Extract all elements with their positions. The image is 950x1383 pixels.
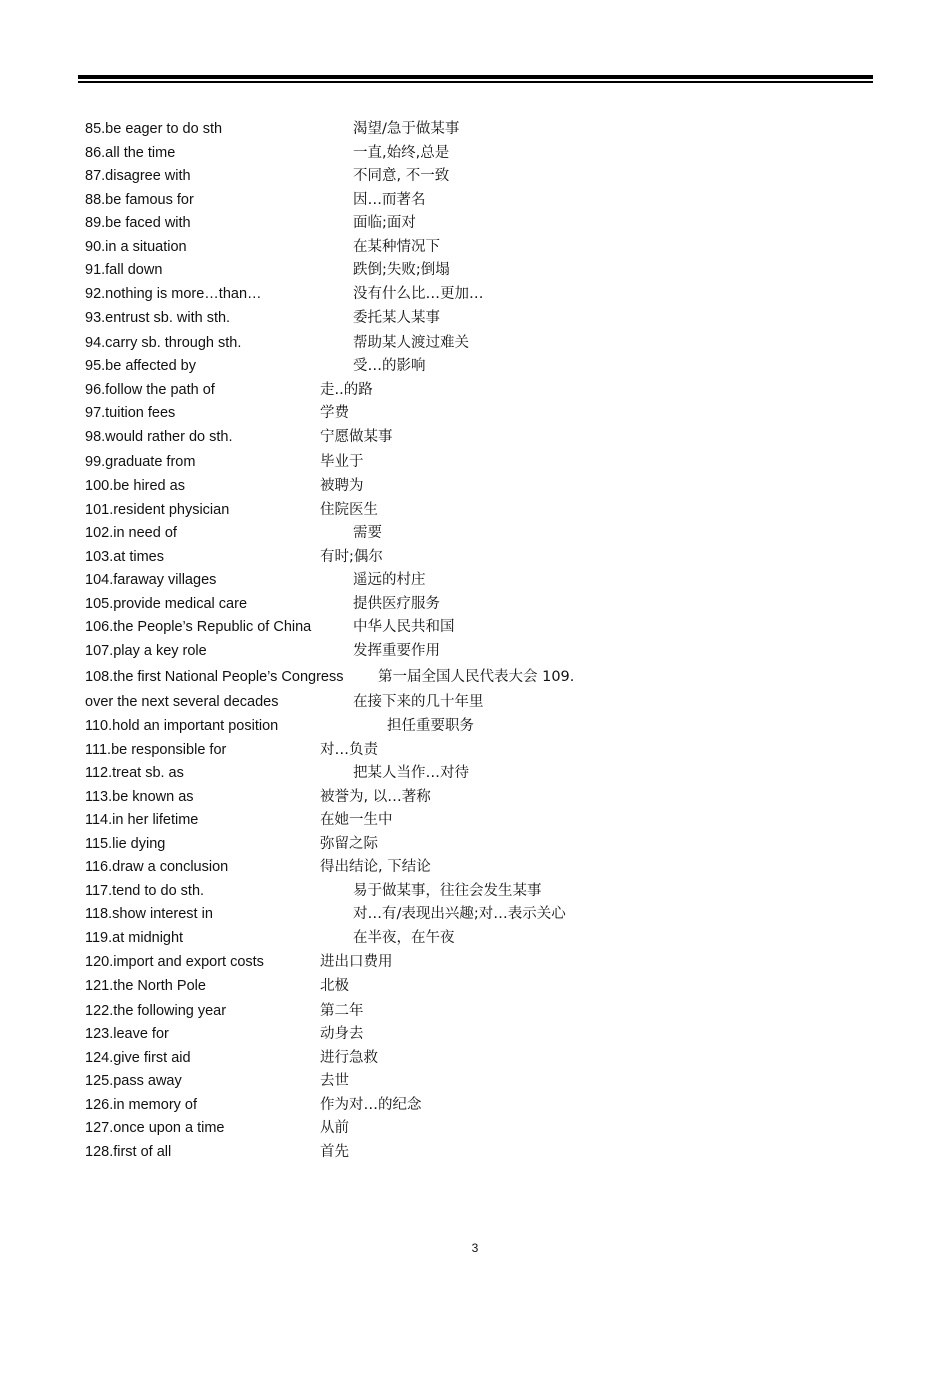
- chinese-meaning: 宁愿做某事: [320, 429, 393, 445]
- english-phrase: 108.the first National People’s Congress: [85, 669, 344, 685]
- chinese-meaning: 在接下来的几十年里: [353, 694, 484, 710]
- english-phrase: 114.in her lifetime: [85, 812, 199, 828]
- phrase-row: [0, 402, 950, 424]
- chinese-meaning: 动身去: [320, 1026, 364, 1042]
- english-phrase: 103.at times: [85, 549, 164, 565]
- phrase-row: [0, 691, 950, 713]
- chinese-meaning: 被誉为, 以…著称: [320, 789, 431, 805]
- phrase-row: [0, 833, 950, 855]
- chinese-meaning: 第一届全国人民代表大会 109.: [378, 669, 575, 685]
- english-phrase: 124.give first aid: [85, 1050, 191, 1066]
- phrase-row: [0, 426, 950, 448]
- chinese-meaning: 学费: [320, 405, 349, 421]
- english-phrase: 89.be faced with: [85, 215, 191, 231]
- phrase-row: [0, 1070, 950, 1092]
- chinese-meaning: 没有什么比…更加…: [353, 286, 484, 302]
- chinese-meaning: 弥留之际: [320, 836, 378, 852]
- phrase-row: [0, 666, 950, 688]
- phrase-row: [0, 522, 950, 544]
- chinese-meaning: 住院医生: [320, 502, 378, 518]
- english-phrase: 107.play a key role: [85, 643, 207, 659]
- english-phrase: 90.in a situation: [85, 239, 187, 255]
- english-phrase: 106.the People’s Republic of China: [85, 619, 312, 635]
- phrase-row: [0, 1000, 950, 1022]
- english-phrase: 113.be known as: [85, 789, 194, 805]
- english-phrase: 86.all the time: [85, 145, 176, 161]
- phrase-row: [0, 307, 950, 329]
- chinese-meaning: 毕业于: [320, 454, 364, 470]
- english-phrase: 122.the following year: [85, 1003, 227, 1019]
- phrase-row: [0, 1141, 950, 1163]
- phrase-row: [0, 236, 950, 258]
- chinese-meaning: 从前: [320, 1120, 349, 1136]
- chinese-meaning: 作为对…的纪念: [320, 1097, 422, 1113]
- english-phrase: 105.provide medical care: [85, 596, 248, 612]
- english-phrase: 88.be famous for: [85, 192, 194, 208]
- phrase-row: [0, 1047, 950, 1069]
- chinese-meaning: 去世: [320, 1073, 349, 1089]
- chinese-meaning: 跌倒;失败;倒塌: [353, 262, 450, 278]
- chinese-meaning: 在她一生中: [320, 812, 393, 828]
- english-phrase: 126.in memory of: [85, 1097, 198, 1113]
- phrase-row: [0, 1023, 950, 1045]
- english-phrase: 92.nothing is more…than…: [85, 286, 262, 302]
- english-phrase: 110.hold an important position: [85, 718, 279, 734]
- english-phrase: 112.treat sb. as: [85, 765, 184, 781]
- chinese-meaning: 中华人民共和国: [353, 619, 455, 635]
- chinese-meaning: 需要: [353, 525, 382, 541]
- phrase-row: [0, 355, 950, 377]
- phrase-row: [0, 283, 950, 305]
- chinese-meaning: 第二年: [320, 1003, 364, 1019]
- chinese-meaning: 对…有/表现出兴趣;对…表示关心: [353, 906, 566, 922]
- english-phrase: 99.graduate from: [85, 454, 196, 470]
- english-phrase: 117.tend to do sth.: [85, 883, 205, 899]
- phrase-row: [0, 951, 950, 973]
- chinese-meaning: 得出结论, 下结论: [320, 859, 431, 875]
- english-phrase: 102.in need of: [85, 525, 177, 541]
- phrase-row: [0, 451, 950, 473]
- phrase-row: [0, 1117, 950, 1139]
- english-phrase: 115.lie dying: [85, 836, 166, 852]
- english-phrase: 87.disagree with: [85, 168, 191, 184]
- chinese-meaning: 易于做某事，往往会发生某事: [353, 883, 542, 899]
- chinese-meaning: 被聘为: [320, 478, 364, 494]
- english-phrase: 85.be eager to do sth: [85, 121, 223, 137]
- english-phrase: 97.tuition fees: [85, 405, 176, 421]
- phrase-row: [0, 903, 950, 925]
- phrase-row: [0, 569, 950, 591]
- phrase-row: [0, 189, 950, 211]
- english-phrase: 93.entrust sb. with sth.: [85, 310, 231, 326]
- chinese-meaning: 发挥重要作用: [353, 643, 440, 659]
- chinese-meaning: 对…负责: [320, 742, 378, 758]
- chinese-meaning: 进行急救: [320, 1050, 378, 1066]
- chinese-meaning: 提供医疗服务: [353, 596, 440, 612]
- english-phrase: 120.import and export costs: [85, 954, 264, 970]
- english-phrase: 91.fall down: [85, 262, 163, 278]
- chinese-meaning: 受…的影响: [353, 358, 426, 374]
- chinese-meaning: 遥远的村庄: [353, 572, 426, 588]
- chinese-meaning: 担任重要职务: [387, 718, 474, 734]
- phrase-row: [0, 739, 950, 761]
- phrase-row: [0, 165, 950, 187]
- english-phrase: over the next several decades: [85, 694, 279, 710]
- english-phrase: 123.leave for: [85, 1026, 169, 1042]
- english-phrase: 119.at midnight: [85, 930, 184, 946]
- phrase-row: [0, 546, 950, 568]
- phrase-row: [0, 379, 950, 401]
- phrase-row: [0, 593, 950, 615]
- english-phrase: 111.be responsible for: [85, 742, 227, 758]
- chinese-meaning: 把某人当作…对待: [353, 765, 469, 781]
- english-phrase: 127.once upon a time: [85, 1120, 225, 1136]
- phrase-row: [0, 880, 950, 902]
- phrase-row: [0, 786, 950, 808]
- english-phrase: 118.show interest in: [85, 906, 213, 922]
- phrase-row: [0, 927, 950, 949]
- english-phrase: 96.follow the path of: [85, 382, 215, 398]
- chinese-meaning: 帮助某人渡过难关: [353, 335, 469, 351]
- phrase-row: [0, 475, 950, 497]
- english-phrase: 100.be hired as: [85, 478, 185, 494]
- english-phrase: 101.resident physician: [85, 502, 230, 518]
- phrase-row: [0, 856, 950, 878]
- phrase-row: [0, 259, 950, 281]
- phrase-row: [0, 142, 950, 164]
- phrase-row: [0, 715, 950, 737]
- chinese-meaning: 有时;偶尔: [320, 549, 383, 565]
- phrase-row: [0, 1094, 950, 1116]
- english-phrase: 128.first of all: [85, 1144, 172, 1160]
- chinese-meaning: 首先: [320, 1144, 349, 1160]
- chinese-meaning: 委托某人某事: [353, 310, 440, 326]
- chinese-meaning: 一直,始终,总是: [353, 145, 450, 161]
- chinese-meaning: 进出口费用: [320, 954, 393, 970]
- page-number: 3: [471, 1241, 479, 1255]
- chinese-meaning: 因…而著名: [353, 192, 426, 208]
- chinese-meaning: 面临;面对: [353, 215, 416, 231]
- chinese-meaning: 渴望/急于做某事: [353, 121, 460, 137]
- english-phrase: 125.pass away: [85, 1073, 182, 1089]
- phrase-row: [0, 975, 950, 997]
- english-phrase: 98.would rather do sth.: [85, 429, 233, 445]
- phrase-row: [0, 762, 950, 784]
- chinese-meaning: 北极: [320, 978, 349, 994]
- english-phrase: 94.carry sb. through sth.: [85, 335, 242, 351]
- chinese-meaning: 在半夜，在午夜: [353, 930, 455, 946]
- phrase-row: [0, 118, 950, 140]
- phrase-row: [0, 499, 950, 521]
- chinese-meaning: 走..的路: [320, 382, 373, 398]
- english-phrase: 104.faraway villages: [85, 572, 217, 588]
- english-phrase: 116.draw a conclusion: [85, 859, 229, 875]
- phrase-row: [0, 809, 950, 831]
- chinese-meaning: 不同意, 不一致: [353, 168, 450, 184]
- phrase-row: [0, 616, 950, 638]
- phrase-row: [0, 332, 950, 354]
- phrase-row: [0, 640, 950, 662]
- english-phrase: 121.the North Pole: [85, 978, 206, 994]
- phrase-row: [0, 212, 950, 234]
- chinese-meaning: 在某种情况下: [353, 239, 440, 255]
- english-phrase: 95.be affected by: [85, 358, 196, 374]
